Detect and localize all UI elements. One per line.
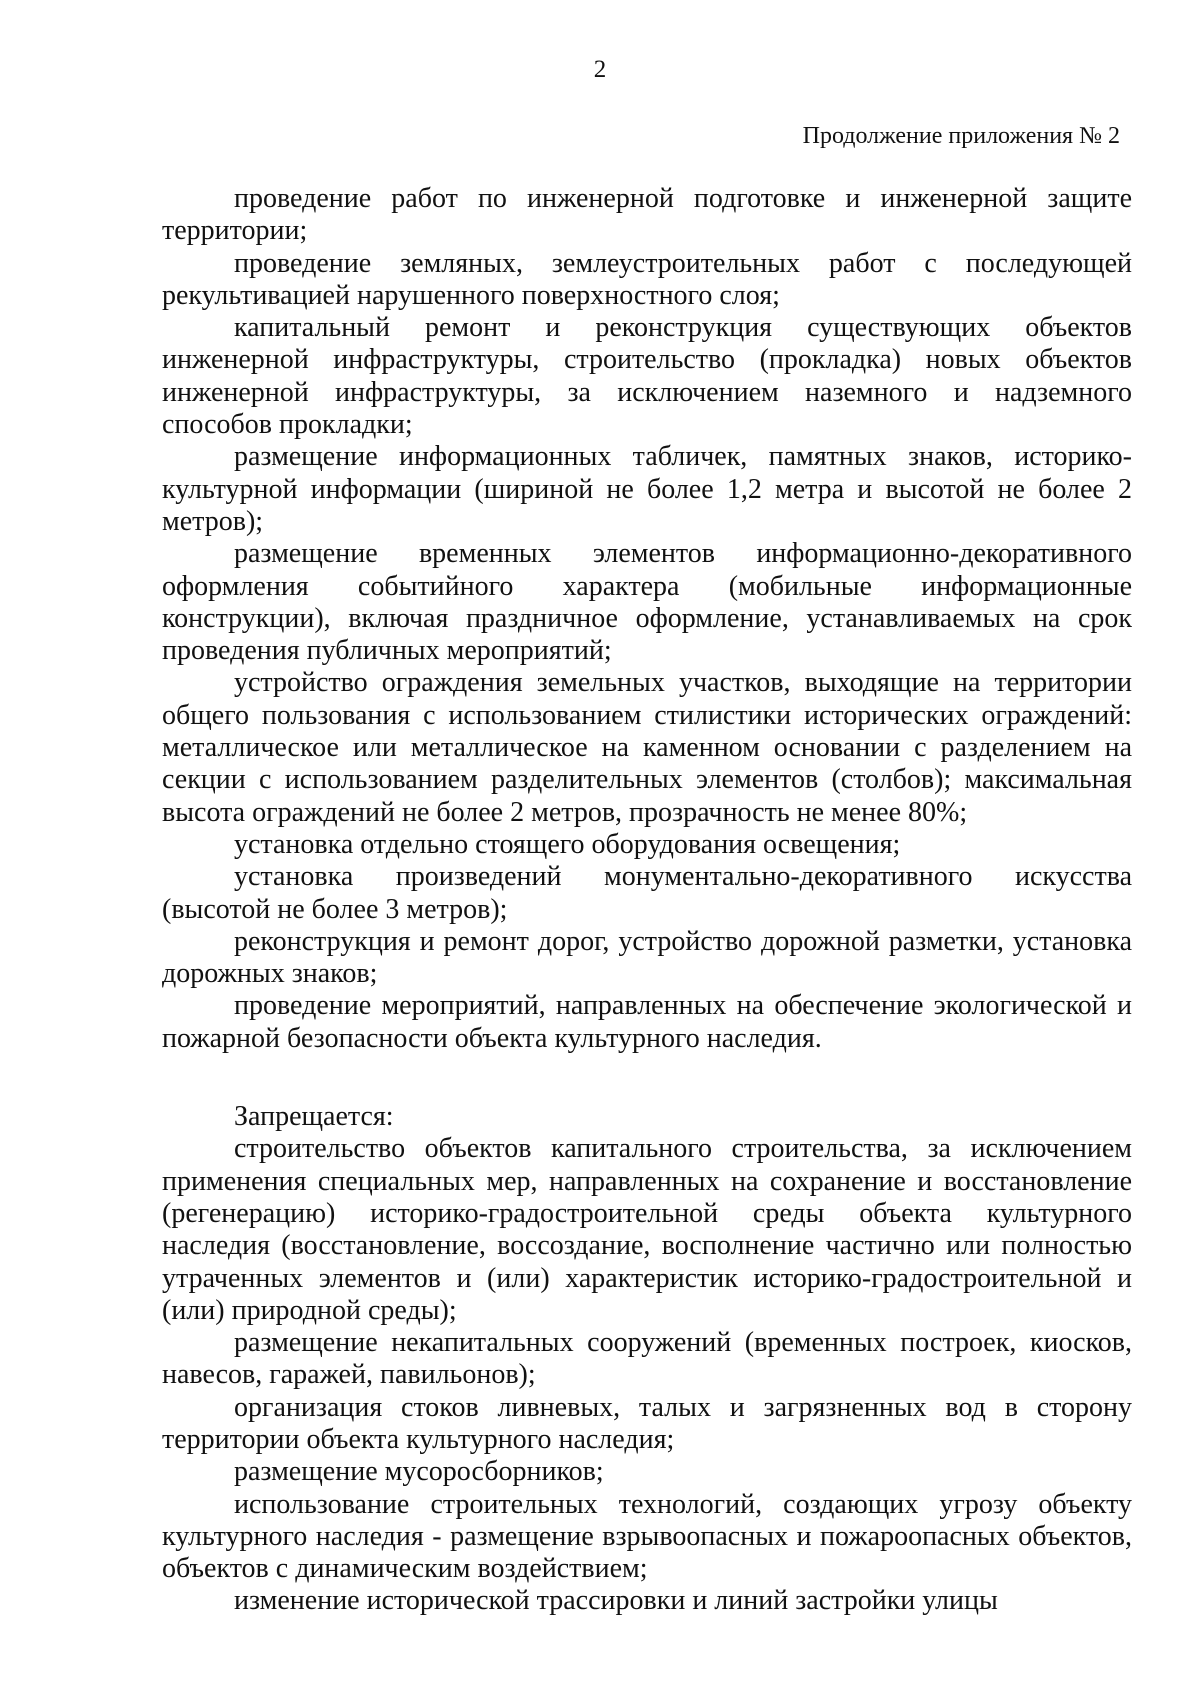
page-number: 2 [593, 56, 607, 83]
prohibited-item: размещение мусоросборников; [234, 1456, 604, 1488]
permitted-item: реконструкция и ремонт дорог, устройство дорожной разметки, установка дорожных знаков; [162, 925, 1132, 990]
permitted-item: размещение информационных табличек, памятных знаков, историко-культурной информации (шириной не более 1,2 метра и высотой не более 2 метров); [162, 441, 1132, 537]
prohibited-item: строительство объектов капитального строительства, за исключением применения специальных мер, направленных на сохранение и восстановление (регенерацию) историко-градостроительной среды объекта культурного наследия (восстановление, воссоздание, восполнение частично или полностью утраченных элементов и (или) характеристик историко-градостроительной и (или) природной среды); [162, 1133, 1132, 1326]
prohibited-item: размещение некапитальных сооружений (временных построек, киосков, навесов, гаражей, павильонов); [162, 1327, 1132, 1391]
permitted-item: установка произведений монументально-декоративного искусства (высотой не более 3 метров); [162, 861, 1132, 925]
permitted-item: устройство ограждения земельных участков, выходящие на территории общего пользования с использованием стилистики исторических ограждений: металлическое или металлическое на каменном основании с разделением на секции с использованием разделительных элементов (столбов); максимальная высота ограждений не более 2 метров, прозрачность не менее 80%; [162, 667, 1132, 828]
prohibited-item: использование строительных технологий, создающих угрозу объекту культурного наследия - размещение взрывоопасных и пожароопасных объектов, объектов с динамическим воздействием; [162, 1488, 1132, 1585]
prohibited-item: изменение исторической трассировки и линий застройки улицы [234, 1585, 998, 1617]
permitted-item: проведение мероприятий, направленных на обеспечение экологической и пожарной безопасности объекта культурного наследия. [162, 990, 1132, 1054]
permitted-item: проведение земляных, землеустроительных работ с последующей рекультивацией нарушенного поверхностного слоя; [162, 247, 1132, 311]
prohibited-item: организация стоков ливневых, талых и загрязненных вод в сторону территории объекта культурного наследия; [162, 1391, 1132, 1455]
permitted-item: размещение временных элементов информационно-декоративного оформления событийного характера (мобильные информационные конструкции), включая праздничное оформление, устанавливаемых на срок проведения публичных мероприятий; [162, 538, 1132, 667]
permitted-item: установка отдельно стоящего оборудования освещения; [234, 828, 901, 860]
document-body [162, 183, 1132, 1618]
prohibited-heading: Запрещается: [234, 1101, 394, 1133]
permitted-item: проведение работ по инженерной подготовке и инженерной защите территории; [162, 183, 1132, 247]
permitted-item: капитальный ремонт и реконструкция существующих объектов инженерной инфраструктуры, строительство (прокладка) новых объектов инженерной инфраструктуры, за исключением наземного и надземного способов прокладки; [162, 312, 1132, 441]
appendix-note: Продолжение приложения № 2 [802, 123, 1120, 149]
